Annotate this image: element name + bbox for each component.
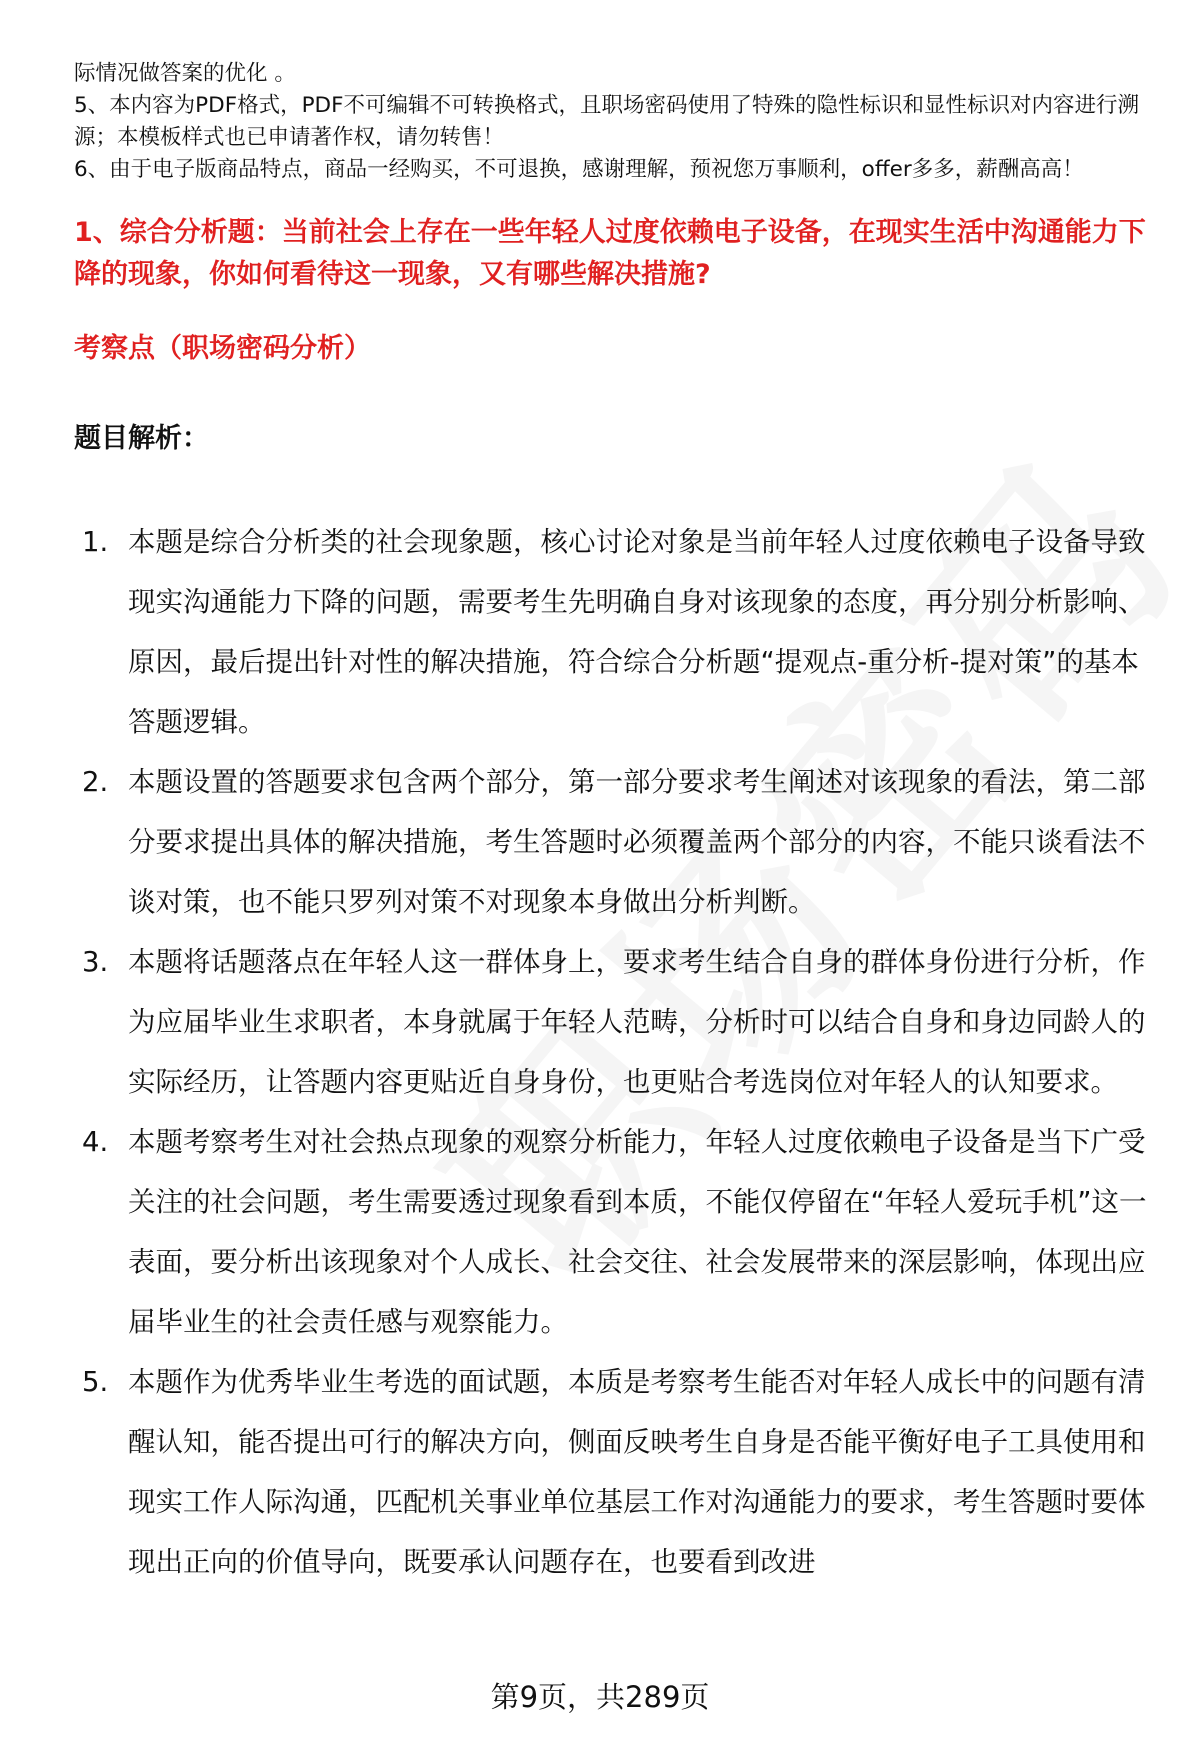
analysis-list <box>82 512 1162 1592</box>
list-item-text: 本题设置的答题要求包含两个部分，第一部分要求考生阐述对该现象的看法，第二部分要求提出具体的解决措施，考生答题时必须覆盖两个部分的内容，不能只谈看法不谈对策，也不能只罗列对策不对现象本身做出分析判断。 <box>128 766 1146 918</box>
list-item <box>82 512 1162 752</box>
list-item <box>82 932 1162 1112</box>
list-item <box>82 752 1162 932</box>
note-line: 5、本内容为PDF格式，PDF不可编辑不可转换格式，且职场密码使用了特殊的隐性标识和显性标识对内容进行溯源；本模板样式也已申请著作权，请勿转售！ <box>74 93 1139 150</box>
list-number: 3. <box>82 946 109 978</box>
list-item-text: 本题将话题落点在年轻人这一群体身上，要求考生结合自身的群体身份进行分析，作为应届毕业生求职者，本身就属于年轻人范畴，分析时可以结合自身和身边同龄人的实际经历，让答题内容更贴近自身身份，也更贴合考选岗位对年轻人的认知要求。 <box>128 946 1146 1098</box>
list-item-text: 本题是综合分析类的社会现象题，核心讨论对象是当前年轻人过度依赖电子设备导致现实沟通能力下降的问题，需要考生先明确自身对该现象的态度，再分别分析影响、原因，最后提出针对性的解决措施，符合综合分析题“提观点-重分析-提对策”的基本答题逻辑。 <box>128 526 1146 738</box>
list-item <box>82 1352 1162 1592</box>
notes-section <box>74 58 1164 186</box>
note-line: 际情况做答案的优化 。 <box>74 61 296 86</box>
list-item-text: 本题作为优秀毕业生考选的面试题，本质是考察考生能否对年轻人成长中的问题有清醒认知，能否提出可行的解决方向，侧面反映考生自身是否能平衡好电子工具使用和现实工作人际沟通，匹配机关事业单位基层工作对沟通能力的要求，考生答题时要体现出正向的价值导向，既要承认问题存在，也要看到改进 <box>128 1366 1146 1578</box>
analysis-title: 题目解析： <box>74 423 209 454</box>
list-item-text: 本题考察考生对社会热点现象的观察分析能力，年轻人过度依赖电子设备是当下广受关注的社会问题，考生需要透过现象看到本质，不能仅停留在“年轻人爱玩手机”这一表面，要分析出该现象对个人成长、社会交往、社会发展带来的深层影响，体现出应届毕业生的社会责任感与观察能力。 <box>128 1126 1147 1338</box>
page-footer: 第9页，共289页 <box>490 1680 710 1714</box>
list-number: 4. <box>82 1126 109 1158</box>
list-item <box>82 1112 1162 1352</box>
note-line: 6、由于电子版商品特点，商品一经购买，不可退换，感谢理解，预祝您万事顺利，offer多多，薪酬高高！ <box>74 157 1084 182</box>
kaocha-heading: 考察点（职场密码分析） <box>74 333 371 364</box>
list-number: 2. <box>82 766 109 798</box>
list-number: 1. <box>82 526 109 558</box>
list-number: 5. <box>82 1366 109 1398</box>
question-heading: 1、综合分析题：当前社会上存在一些年轻人过度依赖电子设备，在现实生活中沟通能力下降的现象，你如何看待这一现象，又有哪些解决措施? <box>74 217 1146 290</box>
